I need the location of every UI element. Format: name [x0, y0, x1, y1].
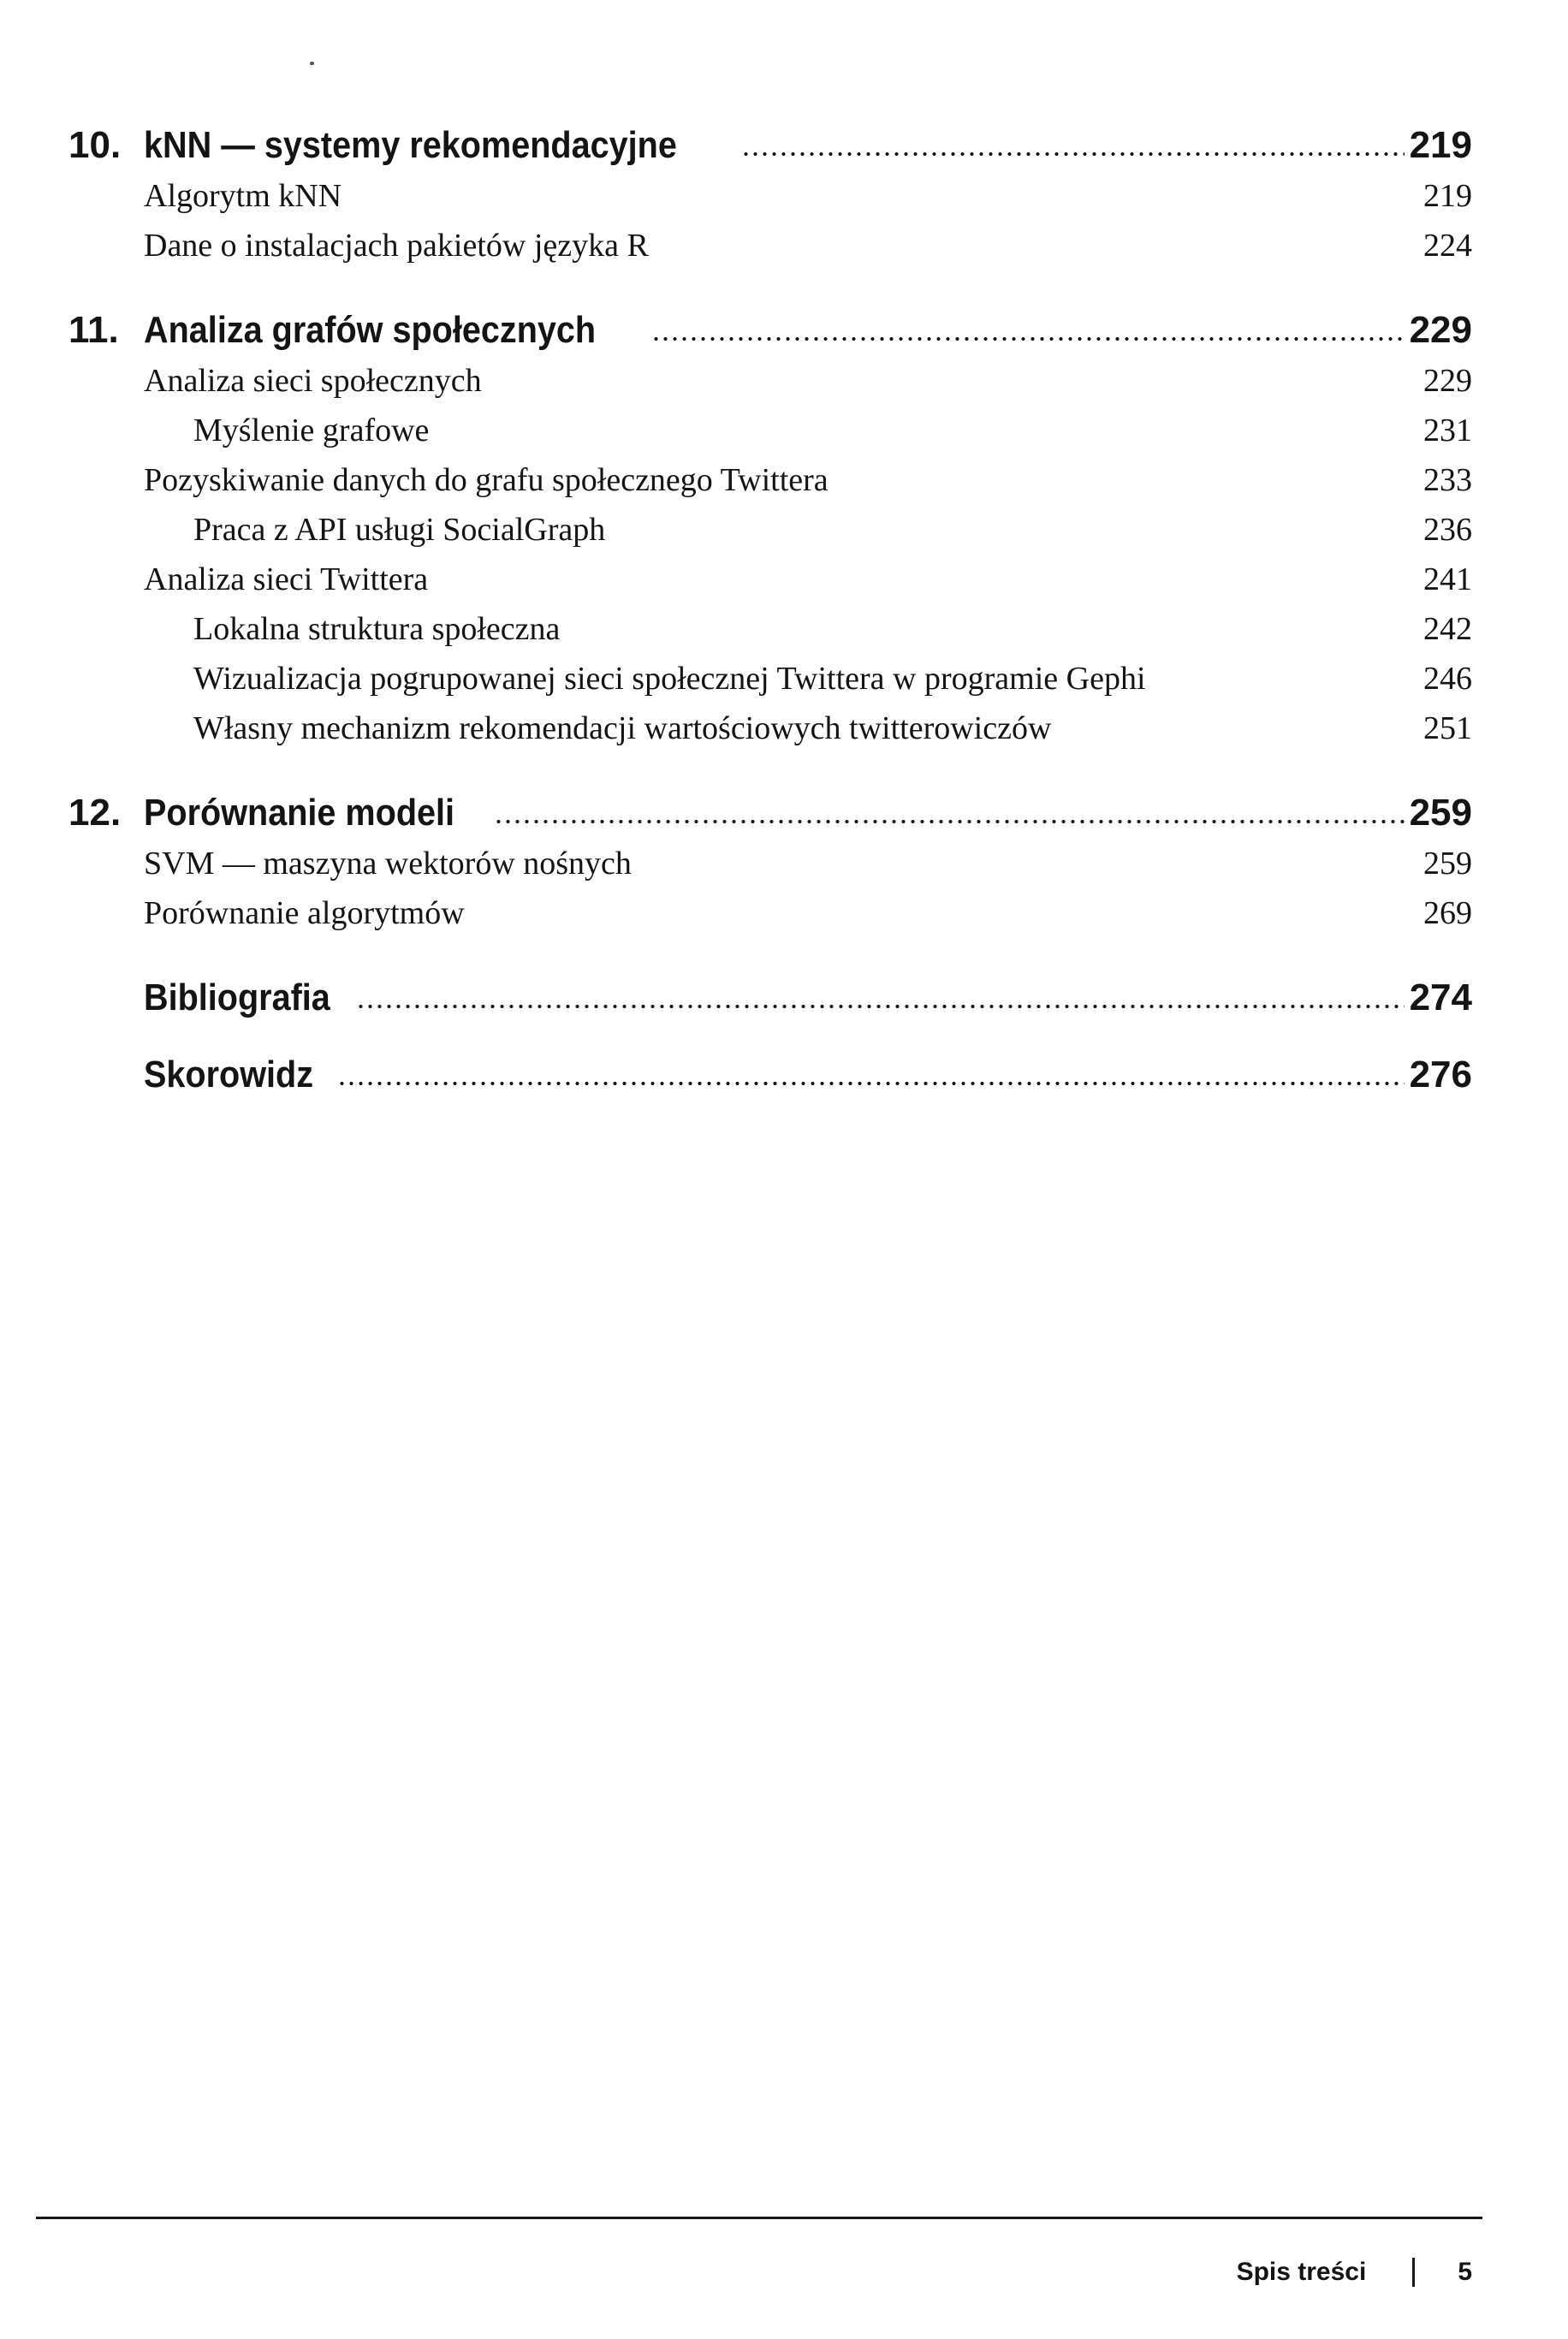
dot-leader — [356, 1001, 1405, 1012]
chapter-title: Analiza grafów społecznych — [144, 309, 597, 351]
toc-entry[interactable] — [68, 839, 1472, 888]
entry-page: 236 — [1423, 512, 1472, 548]
chapter-entries — [68, 356, 1472, 753]
toc-entry[interactable] — [68, 888, 1472, 938]
entry-page: 259 — [1423, 846, 1472, 882]
chapter-number: 10. — [68, 124, 122, 166]
toc-subentry[interactable] — [68, 654, 1472, 703]
chapter-title: Porównanie modeli — [144, 792, 455, 834]
table-of-contents — [68, 120, 1472, 1126]
entry-label: Dane o instalacjach pakietów języka R — [144, 228, 649, 264]
toc-entry[interactable] — [68, 221, 1472, 270]
footer-rule — [36, 2217, 1482, 2219]
chapter-page: 274 — [1409, 977, 1472, 1018]
entry-label: SVM — maszyna wektorów nośnych — [144, 846, 632, 882]
toc-entry[interactable] — [68, 455, 1472, 505]
chapter-title: Bibliografia — [144, 977, 330, 1018]
entry-label: Algorytm kNN — [144, 178, 342, 214]
entry-label: Własny mechanizm rekomendacji wartościowych twitterowiczów — [193, 710, 1052, 746]
page-footer — [1237, 2258, 1472, 2287]
chapter-heading[interactable] — [68, 305, 1472, 356]
entry-page: 229 — [1423, 363, 1472, 399]
entry-label: Porównanie algorytmów — [144, 895, 465, 931]
footer-section-title: Spis treści — [1236, 2258, 1367, 2286]
entry-page: 224 — [1423, 228, 1472, 264]
dot-leader — [337, 1078, 1405, 1089]
chapter-page: 276 — [1409, 1054, 1472, 1095]
entry-page: 219 — [1423, 178, 1472, 214]
chapter-page: 259 — [1409, 792, 1472, 834]
entry-page: 231 — [1423, 413, 1472, 448]
toc-entry[interactable] — [68, 555, 1472, 604]
entry-page: 246 — [1423, 661, 1472, 697]
entry-label: Praca z API usługi SocialGraph — [193, 512, 606, 548]
chapter-heading[interactable] — [68, 120, 1472, 171]
entry-label: Myślenie grafowe — [193, 413, 430, 448]
chapter-title: kNN — systemy rekomendacyjne — [144, 124, 677, 166]
chapter-entries — [68, 171, 1472, 270]
toc-chapter — [68, 787, 1472, 938]
chapter-page: 219 — [1409, 124, 1472, 166]
entry-page: 269 — [1423, 895, 1472, 931]
entry-page: 251 — [1423, 710, 1472, 746]
entry-label: Pozyskiwanie danych do grafu społecznego Twittera — [144, 462, 829, 498]
chapter-number: 12. — [68, 792, 122, 834]
dot-leader — [741, 149, 1404, 159]
entry-label: Lokalna struktura społeczna — [193, 611, 561, 647]
toc-chapter — [68, 120, 1472, 270]
toc-chapter — [68, 305, 1472, 753]
entry-page: 242 — [1423, 611, 1472, 647]
toc-subentry[interactable] — [68, 703, 1472, 753]
toc-subentry[interactable] — [68, 604, 1472, 654]
footer-page-number: 5 — [1458, 2258, 1472, 2286]
toc-entry[interactable] — [68, 356, 1472, 406]
entry-page: 241 — [1423, 561, 1472, 597]
chapter-number: 11. — [68, 309, 119, 351]
toc-chapter — [68, 1049, 1472, 1101]
chapter-title: Skorowidz — [144, 1054, 314, 1095]
entry-page: 233 — [1423, 462, 1472, 498]
toc-entry[interactable] — [68, 171, 1472, 221]
toc-subentry[interactable] — [68, 505, 1472, 555]
toc-chapter — [68, 972, 1472, 1024]
footer-separator — [1412, 2258, 1415, 2287]
dot-leader — [494, 816, 1404, 827]
chapter-heading[interactable] — [68, 972, 1472, 1024]
scan-speck — [310, 62, 314, 65]
entry-label: Wizualizacja pogrupowanej sieci społecznej Twittera w programie Gephi — [193, 661, 1146, 697]
toc-subentry[interactable] — [68, 406, 1472, 455]
chapter-heading[interactable] — [68, 1049, 1472, 1101]
entry-label: Analiza sieci Twittera — [144, 561, 429, 597]
chapter-page: 229 — [1409, 309, 1472, 351]
chapter-heading[interactable] — [68, 787, 1472, 839]
entry-label: Analiza sieci społecznych — [144, 363, 482, 399]
chapter-entries — [68, 839, 1472, 938]
dot-leader — [651, 334, 1405, 344]
